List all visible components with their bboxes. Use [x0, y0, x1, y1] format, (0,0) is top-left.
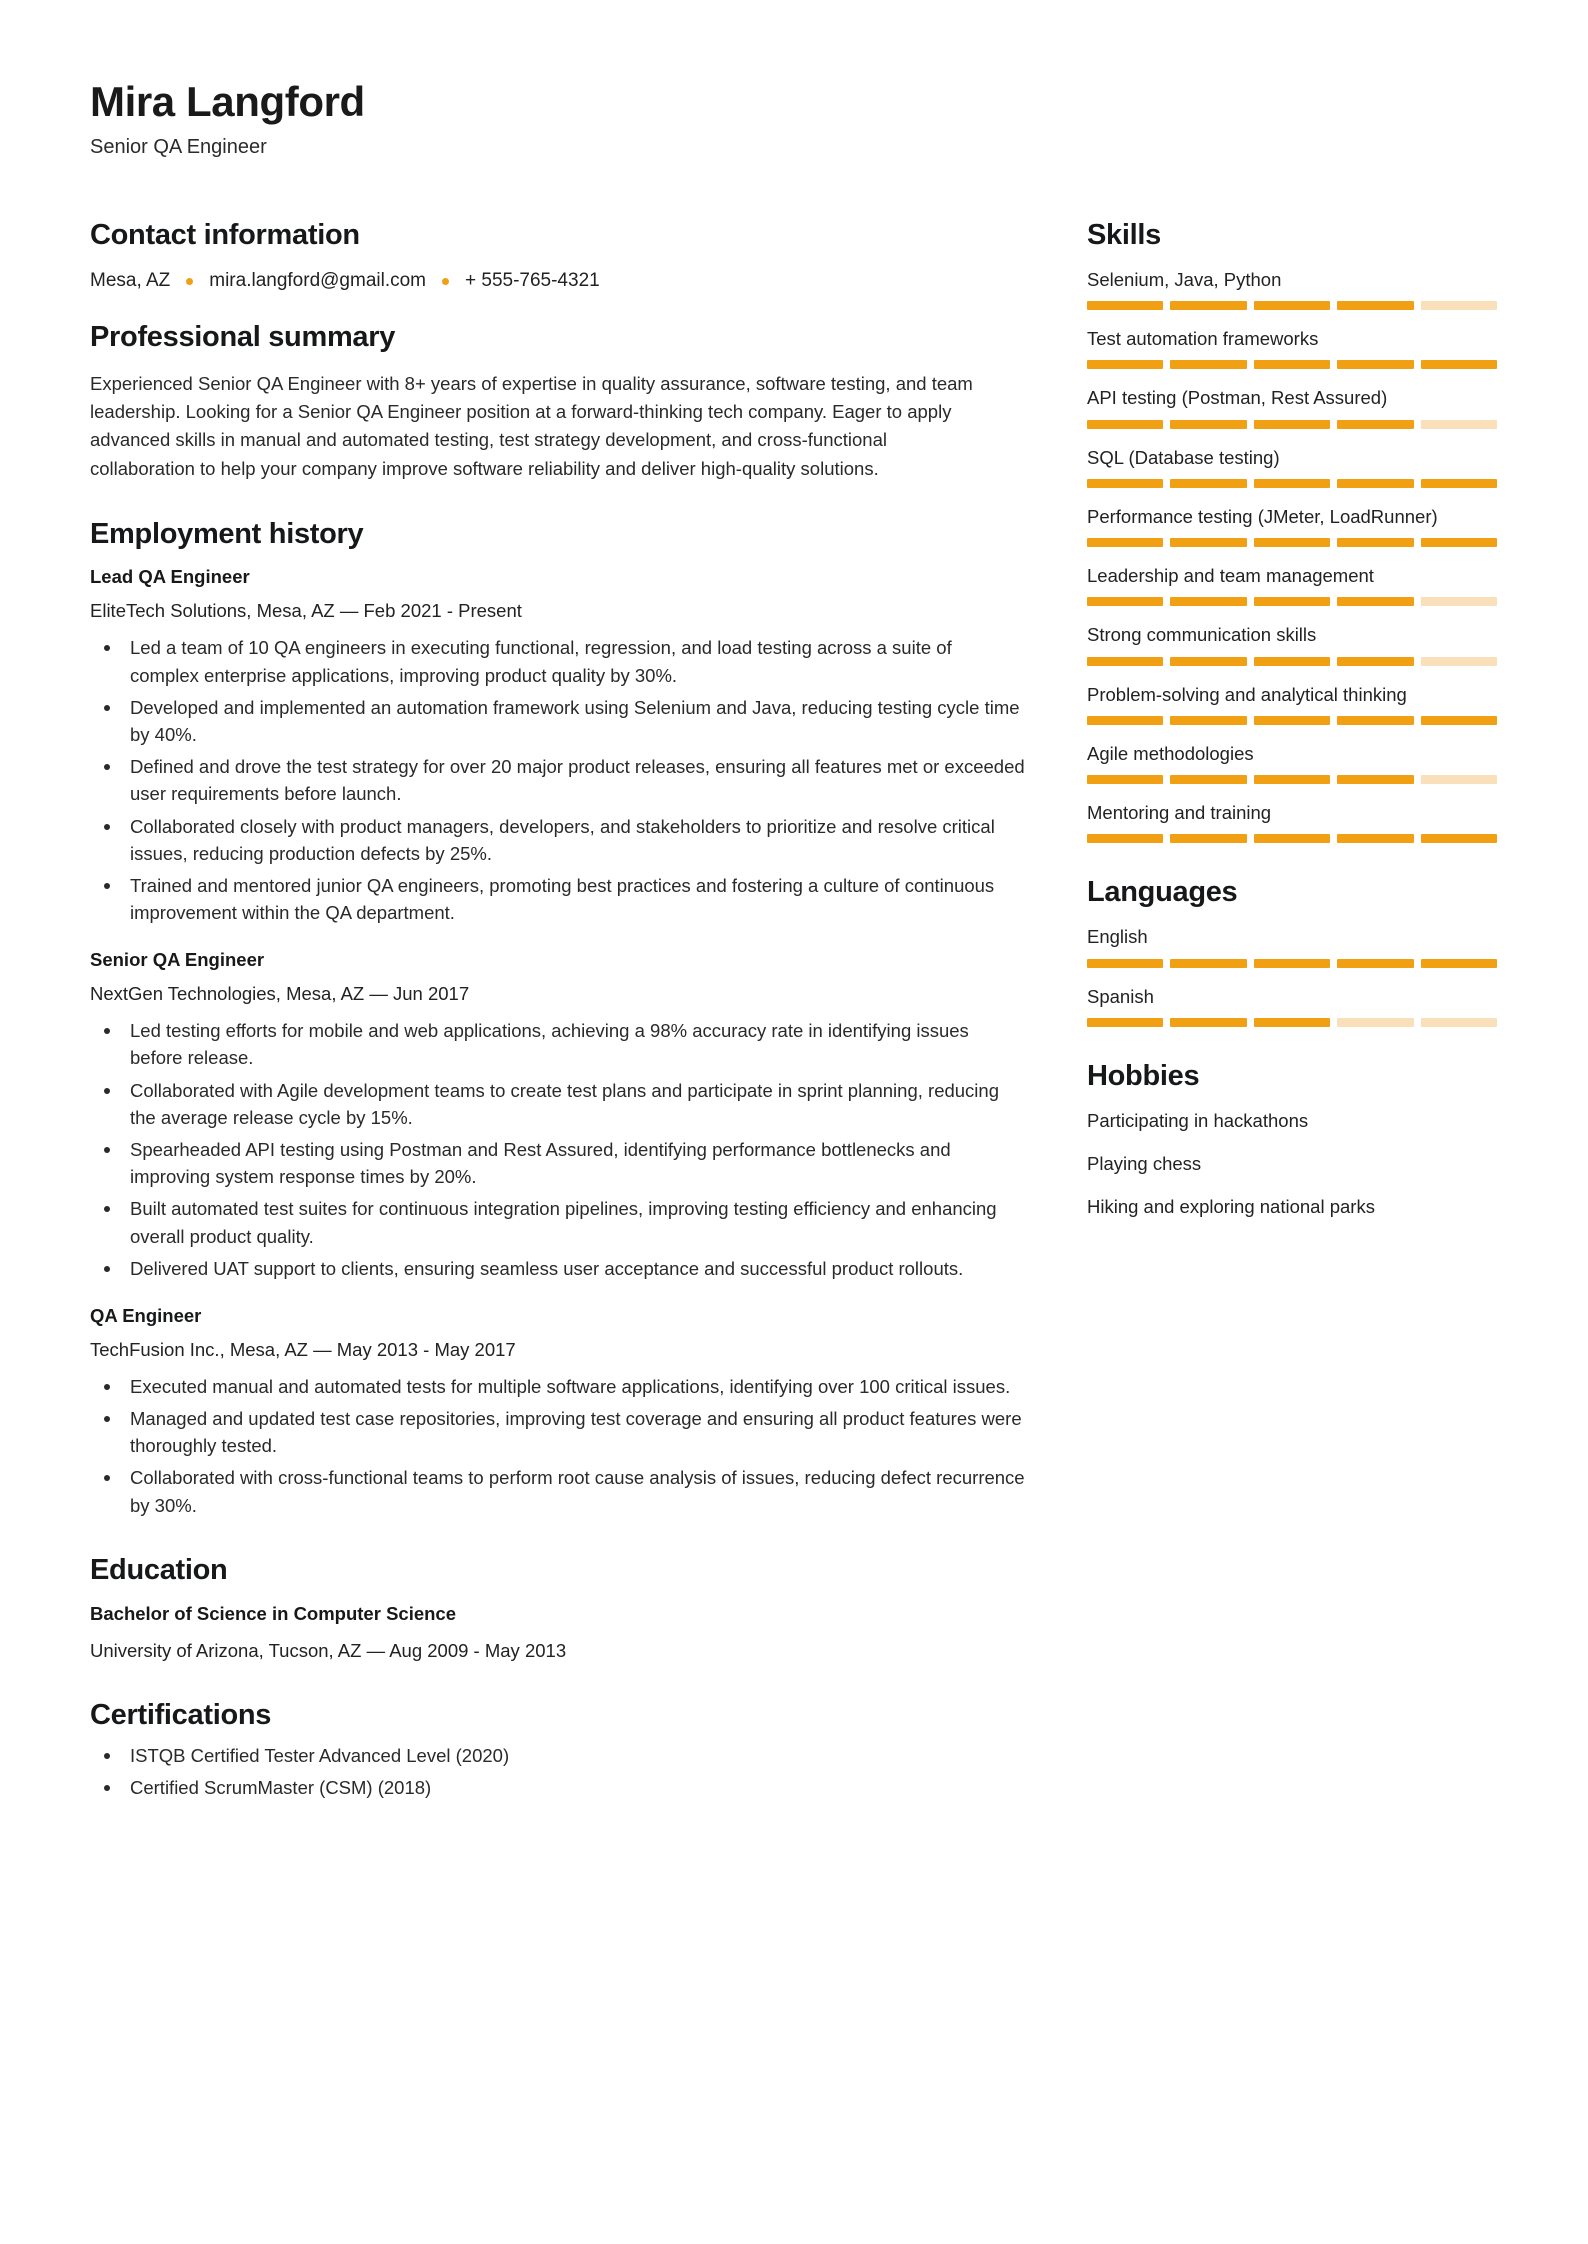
- professional-summary-section: [90, 320, 1025, 482]
- rating-segment: [1087, 1018, 1163, 1027]
- rating-segment: [1254, 834, 1330, 843]
- rating-segment: [1337, 959, 1413, 968]
- skill-label: Strong communication skills: [1087, 624, 1317, 646]
- job-bullet: Built automated test suites for continuous integration pipelines, improving testing efficiency and enhancing overall product quality.: [90, 1195, 1025, 1249]
- language-rating: [1087, 959, 1497, 968]
- certifications-list: [90, 1742, 1025, 1801]
- rating-segment: [1087, 716, 1163, 725]
- language: [1087, 924, 1497, 967]
- rating-segment: [1254, 775, 1330, 784]
- rating-segment: [1170, 959, 1246, 968]
- contact-phone[interactable]: + 555-765-4321: [465, 269, 600, 291]
- job-bullet: Delivered UAT support to clients, ensuring seamless user acceptance and successful product rollouts.: [90, 1255, 1025, 1282]
- rating-segment: [1421, 420, 1497, 429]
- rating-segment: [1337, 716, 1413, 725]
- languages-list: [1087, 924, 1497, 1027]
- rating-segment: [1254, 1018, 1330, 1027]
- skill: [1087, 682, 1497, 725]
- skill-label: Performance testing (JMeter, LoadRunner): [1087, 505, 1438, 527]
- contact-email[interactable]: mira.langford@gmail.com: [209, 269, 426, 291]
- rating-segment: [1337, 775, 1413, 784]
- education-meta: University of Arizona, Tucson, AZ — Aug 2009 - May 2013: [90, 1639, 567, 1661]
- rating-segment: [1254, 479, 1330, 488]
- rating-segment: [1421, 657, 1497, 666]
- rating-segment: [1170, 479, 1246, 488]
- job-bullet: Collaborated with Agile development teams to create test plans and participate in sprint planning, reducing the average release cycle by 15%.: [90, 1077, 1025, 1131]
- rating-segment: [1421, 716, 1497, 725]
- job-entry: [90, 565, 1025, 926]
- dot-separator-icon: [186, 278, 193, 285]
- languages-section-title: Languages: [1087, 876, 1238, 909]
- rating-segment: [1337, 1018, 1413, 1027]
- job-bullets: [90, 634, 1025, 926]
- education-section-title: Education: [90, 1553, 228, 1586]
- job-role: Senior QA Engineer: [90, 949, 265, 971]
- rating-segment: [1421, 834, 1497, 843]
- rating-segment: [1421, 959, 1497, 968]
- rating-segment: [1254, 538, 1330, 547]
- rating-segment: [1087, 959, 1163, 968]
- job-bullet: Defined and drove the test strategy for over 20 major product releases, ensuring all features met or exceeded user requirements before launch.: [90, 753, 1025, 807]
- resume-columns: [90, 218, 1498, 1836]
- skill-rating: [1087, 716, 1497, 725]
- certification-item: Certified ScrumMaster (CSM) (2018): [90, 1774, 1025, 1801]
- skill: [1087, 385, 1497, 428]
- jobs-list: [90, 565, 1025, 1518]
- language-rating: [1087, 1018, 1497, 1027]
- rating-segment: [1170, 420, 1246, 429]
- rating-segment: [1087, 420, 1163, 429]
- hobbies-list: [1087, 1108, 1497, 1221]
- skill-label: Problem-solving and analytical thinking: [1087, 683, 1407, 705]
- rating-segment: [1087, 657, 1163, 666]
- language: [1087, 984, 1497, 1027]
- rating-segment: [1337, 301, 1413, 310]
- language-label: English: [1087, 926, 1148, 948]
- hobby-item: Playing chess: [1087, 1152, 1202, 1174]
- skill: [1087, 326, 1497, 369]
- rating-segment: [1170, 834, 1246, 843]
- contact-information-section: [90, 218, 1025, 294]
- job-bullet: Executed manual and automated tests for multiple software applications, identifying over 100 critical issues.: [90, 1373, 1025, 1400]
- job-company-dates: NextGen Technologies, Mesa, AZ — Jun 2017: [90, 983, 470, 1005]
- job-bullet: Managed and updated test case repositories, improving test coverage and ensuring all product features were thoroughly tested.: [90, 1405, 1025, 1459]
- rating-segment: [1087, 775, 1163, 784]
- rating-segment: [1170, 716, 1246, 725]
- summary-section-title: Professional summary: [90, 321, 396, 354]
- rating-segment: [1170, 1018, 1246, 1027]
- rating-segment: [1170, 301, 1246, 310]
- candidate-job-title: Senior QA Engineer: [90, 136, 267, 159]
- job-bullet: Led testing efforts for mobile and web applications, achieving a 98% accuracy rate in identifying issues before release.: [90, 1017, 1025, 1071]
- candidate-name: Mira Langford: [90, 78, 365, 125]
- rating-segment: [1254, 301, 1330, 310]
- skill: [1087, 445, 1497, 488]
- job-bullet: Developed and implemented an automation framework using Selenium and Java, reducing testing cycle time by 40%.: [90, 694, 1025, 748]
- contact-section-title: Contact information: [90, 219, 360, 252]
- job-entry: [90, 948, 1025, 1282]
- rating-segment: [1254, 420, 1330, 429]
- sidebar-column: [1087, 218, 1497, 1252]
- job-company-dates: EliteTech Solutions, Mesa, AZ — Feb 2021 - Present: [90, 600, 522, 622]
- job-bullet: Led a team of 10 QA engineers in executing functional, regression, and load testing across a suite of complex enterprise applications, improving product quality by 30%.: [90, 634, 1025, 688]
- summary-text: Experienced Senior QA Engineer with 8+ years of expertise in quality assurance, software testing, and team leadership. Looking for a Senior QA Engineer position at a forward-thinking tech company. Eager to apply advanced skills in manual and automated testing, test strategy development, and cross-functional collaboration to help your company improve software reliability and deliver high-quality solutions.: [90, 373, 973, 479]
- job-bullets: [90, 1017, 1025, 1282]
- job-bullet: Spearheaded API testing using Postman and Rest Assured, identifying performance bottlenecks and improving system response times by 20%.: [90, 1136, 1025, 1190]
- rating-segment: [1421, 301, 1497, 310]
- skill: [1087, 267, 1497, 310]
- skill-label: Agile methodologies: [1087, 742, 1254, 764]
- rating-segment: [1087, 301, 1163, 310]
- job-company-dates: TechFusion Inc., Mesa, AZ — May 2013 - May 2017: [90, 1338, 516, 1360]
- skill-label: API testing (Postman, Rest Assured): [1087, 387, 1388, 409]
- rating-segment: [1254, 959, 1330, 968]
- rating-segment: [1087, 360, 1163, 369]
- skill-rating: [1087, 538, 1497, 547]
- rating-segment: [1337, 538, 1413, 547]
- employment-section-title: Employment history: [90, 517, 364, 550]
- job-bullets: [90, 1373, 1025, 1519]
- skill: [1087, 504, 1497, 547]
- rating-segment: [1337, 834, 1413, 843]
- job-role: QA Engineer: [90, 1304, 202, 1326]
- rating-segment: [1087, 479, 1163, 488]
- rating-segment: [1254, 360, 1330, 369]
- rating-segment: [1337, 420, 1413, 429]
- hobbies-section: [1087, 1059, 1497, 1221]
- skill-rating: [1087, 597, 1497, 606]
- rating-segment: [1421, 1018, 1497, 1027]
- skill: [1087, 622, 1497, 665]
- rating-segment: [1170, 538, 1246, 547]
- hobby-item: Participating in hackathons: [1087, 1109, 1309, 1131]
- skills-section-title: Skills: [1087, 219, 1161, 252]
- rating-segment: [1337, 360, 1413, 369]
- skill-rating: [1087, 420, 1497, 429]
- rating-segment: [1421, 538, 1497, 547]
- rating-segment: [1421, 479, 1497, 488]
- rating-segment: [1337, 479, 1413, 488]
- skills-list: [1087, 267, 1497, 844]
- skill: [1087, 800, 1497, 843]
- rating-segment: [1087, 538, 1163, 547]
- rating-segment: [1254, 657, 1330, 666]
- main-column: [90, 218, 1025, 1836]
- rating-segment: [1421, 775, 1497, 784]
- skill-rating: [1087, 834, 1497, 843]
- language-label: Spanish: [1087, 985, 1154, 1007]
- skill-rating: [1087, 301, 1497, 310]
- job-bullet: Collaborated with cross-functional teams to perform root cause analysis of issues, reducing defect recurrence by 30%.: [90, 1464, 1025, 1518]
- rating-segment: [1254, 716, 1330, 725]
- rating-segment: [1170, 597, 1246, 606]
- rating-segment: [1421, 597, 1497, 606]
- rating-segment: [1087, 597, 1163, 606]
- certifications-section: [90, 1698, 1025, 1802]
- rating-segment: [1254, 597, 1330, 606]
- skill-rating: [1087, 360, 1497, 369]
- certifications-section-title: Certifications: [90, 1698, 272, 1731]
- rating-segment: [1337, 597, 1413, 606]
- job-role: Lead QA Engineer: [90, 566, 250, 588]
- skill-rating: [1087, 479, 1497, 488]
- job-bullet: Trained and mentored junior QA engineers, promoting best practices and fostering a culture of continuous improvement within the QA department.: [90, 872, 1025, 926]
- certification-item: ISTQB Certified Tester Advanced Level (2020): [90, 1742, 1025, 1769]
- rating-segment: [1087, 834, 1163, 843]
- skill-label: Mentoring and training: [1087, 802, 1272, 824]
- job-entry: [90, 1304, 1025, 1519]
- skill: [1087, 563, 1497, 606]
- skill-rating: [1087, 657, 1497, 666]
- rating-segment: [1170, 775, 1246, 784]
- hobbies-section-title: Hobbies: [1087, 1059, 1200, 1092]
- education-degree: Bachelor of Science in Computer Science: [90, 1602, 456, 1624]
- dot-separator-icon: [442, 278, 449, 285]
- education-section: [90, 1553, 1025, 1664]
- skill-label: Leadership and team management: [1087, 565, 1374, 587]
- rating-segment: [1170, 657, 1246, 666]
- hobby-item: Hiking and exploring national parks: [1087, 1196, 1375, 1218]
- languages-section: [1087, 875, 1497, 1026]
- rating-segment: [1421, 360, 1497, 369]
- job-bullet: Collaborated closely with product managers, developers, and stakeholders to prioritize and resolve critical issues, reducing production defects by 25%.: [90, 813, 1025, 867]
- contact-location: Mesa, AZ: [90, 269, 171, 291]
- skill-label: Test automation frameworks: [1087, 328, 1319, 350]
- resume-header: [90, 78, 1498, 160]
- skill: [1087, 741, 1497, 784]
- employment-history-section: [90, 517, 1025, 1519]
- rating-segment: [1170, 360, 1246, 369]
- skills-section: [1087, 218, 1497, 843]
- skill-label: Selenium, Java, Python: [1087, 268, 1282, 290]
- skill-rating: [1087, 775, 1497, 784]
- contact-line: [90, 268, 1025, 295]
- skill-label: SQL (Database testing): [1087, 446, 1280, 468]
- rating-segment: [1337, 657, 1413, 666]
